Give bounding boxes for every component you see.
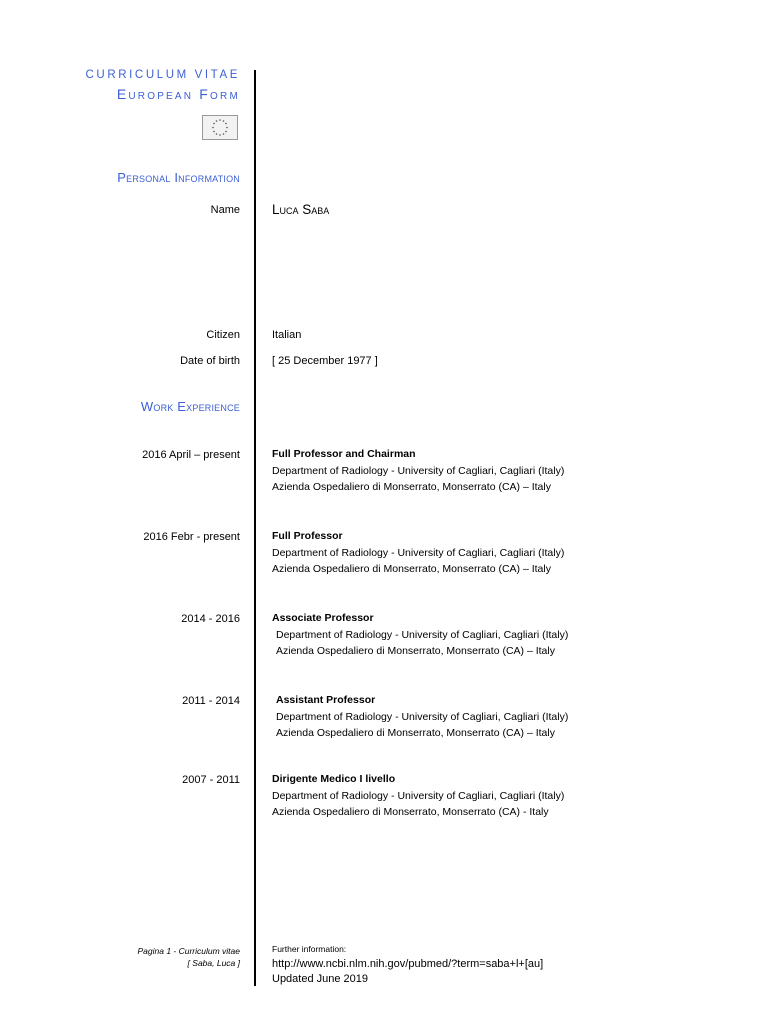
job-hospital: Azienda Ospedaliero di Monserrato, Monserrato (CA) – Italy — [272, 563, 551, 575]
page-footer-label — [137, 945, 240, 969]
job-hospital: Azienda Ospedaliero di Monserrato, Monserrato (CA) – Italy — [276, 727, 555, 739]
job-department: Department of Radiology - University of Cagliari, Cagliari (Italy) — [272, 789, 565, 802]
job-hospital: Azienda Ospedaliero di Monserrato, Monserrato (CA) – Italy — [276, 645, 555, 657]
job-department: Department of Radiology - University of Cagliari, Cagliari (Italy) — [276, 710, 569, 723]
job-entry — [276, 692, 568, 742]
page-number-label: Pagina 1 - Curriculum vitae — [137, 946, 240, 956]
job-hospital: Azienda Ospedaliero di Monserrato, Monserrato (CA) – Italy — [272, 481, 551, 493]
job-hospital: Azienda Ospedaliero di Monserrato, Monserrato (CA) - Italy — [272, 806, 549, 818]
job-title: Full Professor — [272, 530, 343, 542]
cv-subtitle: European Form — [116, 86, 240, 102]
dob-value: [ 25 December 1977 ] — [272, 355, 378, 367]
job-title: Associate Professor — [272, 612, 374, 624]
column-divider — [254, 70, 256, 986]
job-entry — [272, 446, 564, 496]
job-period: 2011 - 2014 — [182, 695, 240, 707]
job-entry — [272, 528, 564, 578]
job-department: Department of Radiology - University of Cagliari, Cagliari (Italy) — [272, 464, 565, 477]
job-title: Full Professor and Chairman — [272, 448, 416, 460]
eu-flag-icon — [202, 115, 238, 140]
job-entry — [272, 610, 568, 660]
job-period: 2014 - 2016 — [181, 613, 240, 625]
name-value: Luca Saba — [272, 202, 330, 217]
citizen-label: Citizen — [206, 329, 240, 341]
job-period: 2016 April – present — [142, 449, 240, 461]
citizen-value: Italian — [272, 329, 302, 341]
further-info-label: Further information: — [272, 944, 347, 954]
job-period: 2007 - 2011 — [182, 774, 240, 786]
name-label: Name — [210, 204, 240, 216]
page-owner-name: [ Saba, Luca ] — [187, 958, 240, 968]
updated-date: Updated June 2019 — [272, 972, 369, 985]
job-period: 2016 Febr - present — [143, 531, 240, 543]
section-work-experience: Work Experience — [140, 399, 240, 414]
further-info — [272, 957, 543, 986]
section-personal-information: Personal Information — [117, 170, 240, 185]
job-department: Department of Radiology - University of Cagliari, Cagliari (Italy) — [272, 546, 565, 559]
job-entry — [272, 771, 564, 821]
pubmed-link[interactable]: http://www.ncbi.nlm.nih.gov/pubmed/?term=saba+l+[au] — [272, 958, 544, 970]
job-department: Department of Radiology - University of Cagliari, Cagliari (Italy) — [276, 628, 569, 641]
job-title: Dirigente Medico I livello — [272, 773, 396, 785]
dob-label: Date of birth — [180, 355, 240, 367]
job-title: Assistant Professor — [276, 694, 376, 706]
cv-title: CURRICULUM VITAE — [85, 69, 240, 81]
